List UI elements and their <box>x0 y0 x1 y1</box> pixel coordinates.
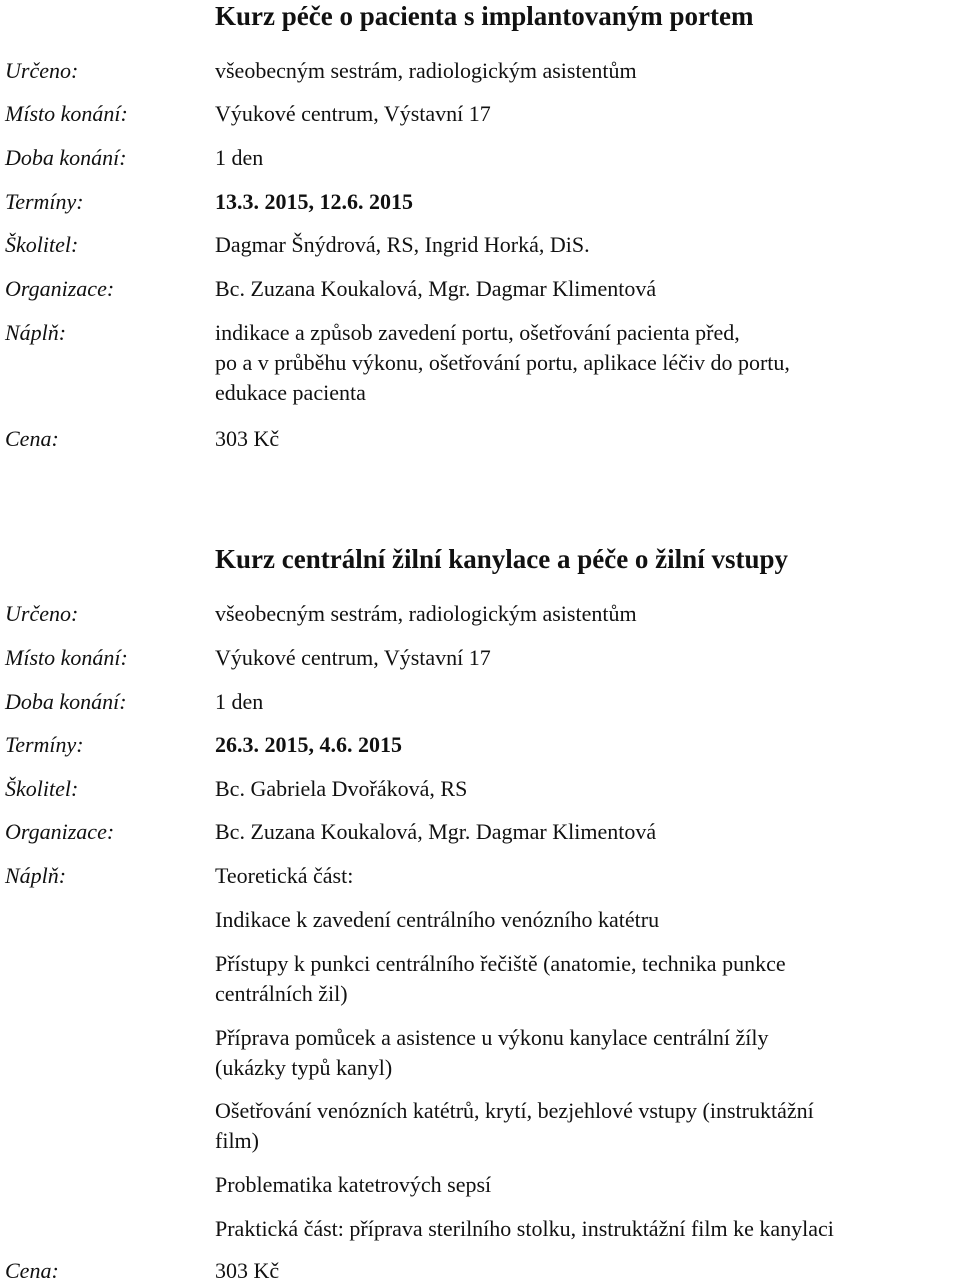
course-1-title: Kurz péče o pacienta s implantovaným portem <box>215 1 754 31</box>
course-2-napln-line-6: (ukázky typů kanyl) <box>215 1055 393 1080</box>
course-2-napln-line-5: Příprava pomůcek a asistence u výkonu kanylace centrální žíly <box>215 1025 769 1050</box>
course-2-doba-value: 1 den <box>215 689 264 714</box>
course-2-organizace-label: Organizace: <box>5 819 115 844</box>
course-1-misto-label: Místo konání: <box>5 101 128 126</box>
course-1-doba-label: Doba konání: <box>5 145 127 170</box>
course-1-cena-label: Cena: <box>5 426 59 451</box>
course-2-napln-line-2: Indikace k zavedení centrálního venózního katétru <box>215 907 660 932</box>
course-2-napln-line-8: film) <box>215 1128 259 1153</box>
course-1-organizace-label: Organizace: <box>5 276 115 301</box>
course-2-cena-value: 303 Kč <box>215 1258 280 1283</box>
course-1-napln-line-1: indikace a způsob zavedení portu, ošetřování pacienta před, <box>215 320 740 345</box>
course-2-urceno-label: Určeno: <box>5 601 79 626</box>
course-2-misto-value: Výukové centrum, Výstavní 17 <box>215 645 491 670</box>
course-1-cena-value: 303 Kč <box>215 426 280 451</box>
course-2-skolitel-label: Školitel: <box>5 776 79 801</box>
course-2-organizace-value: Bc. Zuzana Koukalová, Mgr. Dagmar Klimentová <box>215 819 657 844</box>
course-2-terminy-label: Termíny: <box>5 732 84 757</box>
course-2-terminy-value: 26.3. 2015, 4.6. 2015 <box>215 732 402 757</box>
course-2-napln-line-7: Ošetřování venózních katétrů, krytí, bezjehlové vstupy (instruktážní <box>215 1098 814 1123</box>
course-1-urceno-label: Určeno: <box>5 58 79 83</box>
course-2-urceno-value: všeobecným sestrám, radiologickým asistentům <box>215 601 637 626</box>
course-1-skolitel-label: Školitel: <box>5 232 79 257</box>
course-2-skolitel-value: Bc. Gabriela Dvořáková, RS <box>215 776 468 801</box>
course-1-urceno-value: všeobecným sestrám, radiologickým asistentům <box>215 58 637 83</box>
course-2-napln-line-9: Problematika katetrových sepsí <box>215 1172 492 1197</box>
course-2-title: Kurz centrální žilní kanylace a péče o žilní vstupy <box>215 544 788 574</box>
course-2-doba-label: Doba konání: <box>5 689 127 714</box>
course-1-misto-value: Výukové centrum, Výstavní 17 <box>215 101 491 126</box>
course-2-napln-label: Náplň: <box>5 863 67 888</box>
course-1-organizace-value: Bc. Zuzana Koukalová, Mgr. Dagmar Klimentová <box>215 276 657 301</box>
course-2-napln-line-3: Přístupy k punkci centrálního řečiště (anatomie, technika punkce <box>215 951 786 976</box>
course-1-napln-line-2: po a v průběhu výkonu, ošetřování portu, aplikace léčiv do portu, <box>215 350 790 375</box>
course-2-misto-label: Místo konání: <box>5 645 128 670</box>
course-2-napln-line-10: Praktická část: příprava sterilního stolku, instruktážní film ke kanylaci <box>215 1216 834 1241</box>
course-2-napln-line-4: centrálních žil) <box>215 981 348 1006</box>
course-1-napln-label: Náplň: <box>5 320 67 345</box>
course-1-doba-value: 1 den <box>215 145 264 170</box>
course-1-terminy-value: 13.3. 2015, 12.6. 2015 <box>215 189 413 214</box>
course-1-skolitel-value: Dagmar Šnýdrová, RS, Ingrid Horká, DiS. <box>215 232 590 257</box>
course-2-napln-line-1: Teoretická část: <box>215 863 354 888</box>
course-1-napln-line-3: edukace pacienta <box>215 380 366 405</box>
course-2-cena-label: Cena: <box>5 1258 59 1283</box>
course-1-terminy-label: Termíny: <box>5 189 84 214</box>
